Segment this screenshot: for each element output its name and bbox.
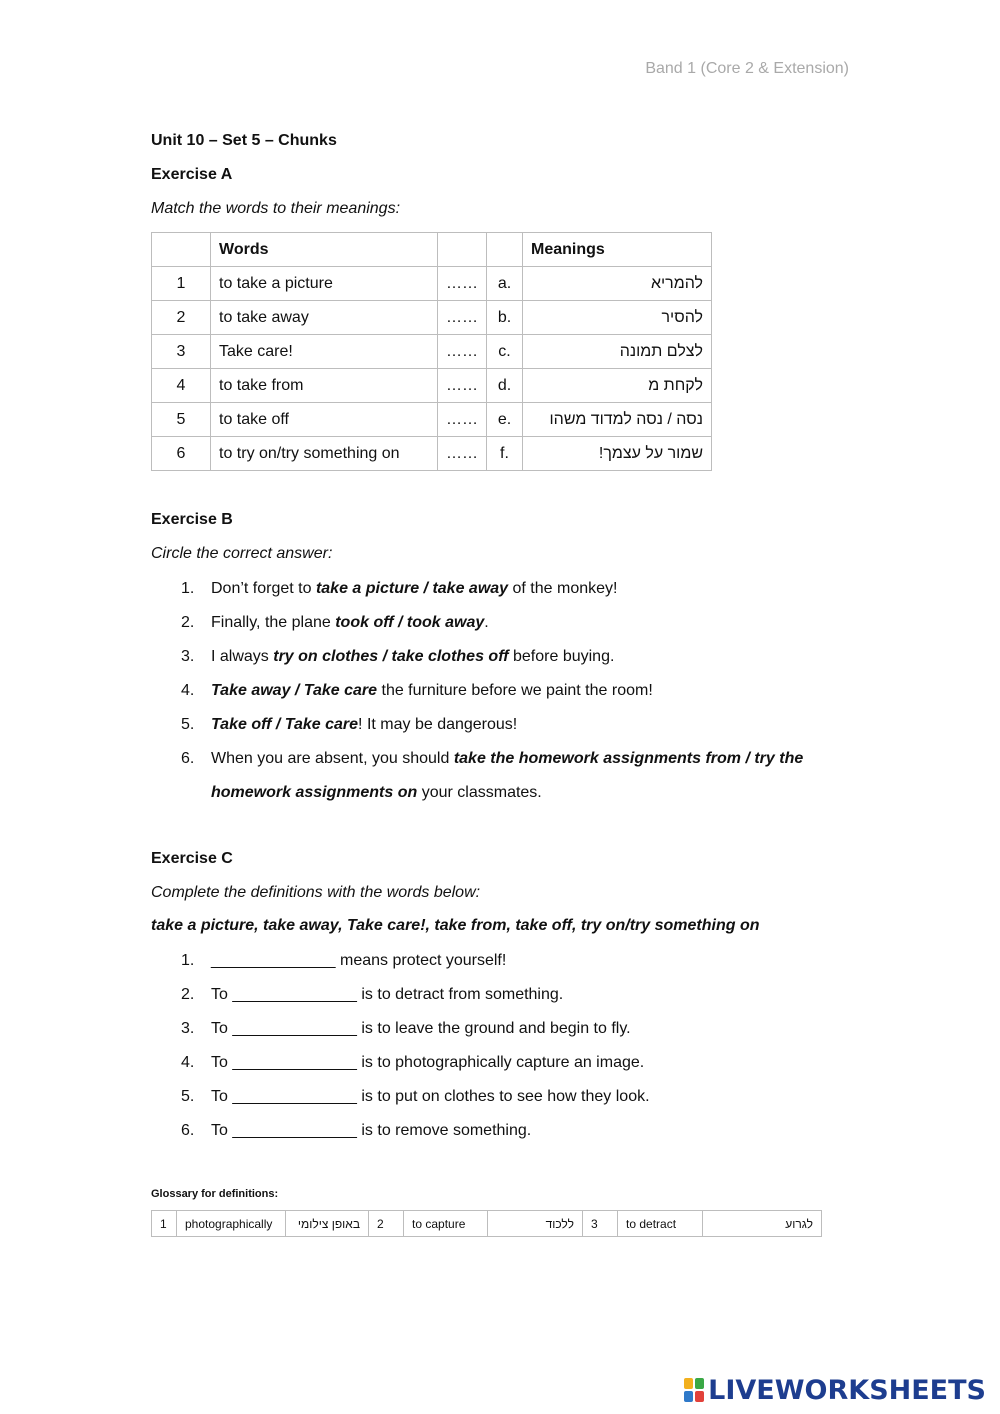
answer-choice[interactable]: take the homework assignments from / try the homework assignments on bbox=[211, 750, 804, 801]
item-post: before buying. bbox=[508, 648, 615, 665]
item-pre: When you are absent, you should bbox=[211, 750, 454, 767]
item-number: 5. bbox=[181, 1088, 195, 1105]
row-word: to take off bbox=[211, 403, 438, 437]
item-pre: Don’t forget to bbox=[211, 580, 316, 597]
item-text bbox=[211, 572, 617, 606]
item-pre: I always bbox=[211, 648, 274, 665]
item-post: ! It may be dangerous! bbox=[358, 716, 518, 733]
row-meaning: לצלם תמונה bbox=[523, 335, 712, 369]
glossary-hebrew: לגרוע bbox=[703, 1211, 822, 1237]
logo-square-icon bbox=[695, 1378, 704, 1389]
row-word: to try on/try something on bbox=[211, 437, 438, 471]
row-number: 6 bbox=[152, 437, 211, 471]
item-text bbox=[211, 606, 489, 640]
row-number: 5 bbox=[152, 403, 211, 437]
row-number: 4 bbox=[152, 369, 211, 403]
row-number: 2 bbox=[152, 301, 211, 335]
glossary-table bbox=[151, 1210, 822, 1237]
definition-text[interactable]: To ______________ is to remove something. bbox=[211, 1122, 532, 1139]
header-words: Words bbox=[211, 233, 438, 267]
logo-square-icon bbox=[684, 1391, 693, 1402]
table-row bbox=[152, 403, 712, 437]
exercise-a-instruction: Match the words to their meanings: bbox=[151, 200, 401, 217]
item-post: of the monkey! bbox=[508, 580, 618, 597]
row-letter: b. bbox=[487, 301, 523, 335]
item-post: the furniture before we paint the room! bbox=[377, 682, 653, 699]
exercise-c-instruction: Complete the definitions with the words below: bbox=[151, 884, 481, 901]
glossary-heading: Glossary for definitions: bbox=[151, 1188, 279, 1200]
answer-blank[interactable]: …… bbox=[438, 267, 487, 301]
item-text bbox=[211, 742, 841, 810]
item-number: 3. bbox=[181, 648, 195, 665]
definition-text[interactable]: To ______________ is to put on clothes to see how they look. bbox=[211, 1088, 650, 1105]
item-pre: Finally, the plane bbox=[211, 614, 336, 631]
table-row bbox=[152, 267, 712, 301]
item-text bbox=[211, 708, 517, 742]
liveworksheets-logo bbox=[684, 1376, 986, 1404]
row-letter: c. bbox=[487, 335, 523, 369]
item-number: 1. bbox=[181, 952, 195, 969]
definition-text[interactable]: To ______________ is to leave the ground and begin to fly. bbox=[211, 1020, 631, 1037]
band-label: Band 1 (Core 2 & Extension) bbox=[645, 60, 849, 77]
exercise-b-instruction: Circle the correct answer: bbox=[151, 545, 333, 562]
item-number: 2. bbox=[181, 986, 195, 1003]
exercise-a-heading: Exercise A bbox=[151, 166, 233, 183]
row-meaning: נסה / נסה למדוד משהו bbox=[523, 403, 712, 437]
glossary-english: photographically bbox=[177, 1211, 286, 1237]
header-num-cell bbox=[152, 233, 211, 267]
exercise-b-heading: Exercise B bbox=[151, 511, 233, 528]
logo-square-icon bbox=[695, 1391, 704, 1402]
item-number: 4. bbox=[181, 1054, 195, 1071]
page-title: Unit 10 – Set 5 – Chunks bbox=[151, 132, 337, 149]
exercise-c-heading: Exercise C bbox=[151, 850, 233, 867]
header-letter-cell bbox=[487, 233, 523, 267]
glossary-hebrew: באופן צילומי bbox=[286, 1211, 369, 1237]
item-number: 6. bbox=[181, 750, 195, 767]
table-row bbox=[152, 301, 712, 335]
table-row bbox=[152, 369, 712, 403]
logo-square-icon bbox=[684, 1378, 693, 1389]
row-number: 3 bbox=[152, 335, 211, 369]
glossary-english: to detract bbox=[618, 1211, 703, 1237]
row-letter: e. bbox=[487, 403, 523, 437]
table-row bbox=[152, 437, 712, 471]
row-word: to take from bbox=[211, 369, 438, 403]
answer-blank[interactable]: …… bbox=[438, 335, 487, 369]
answer-blank[interactable]: …… bbox=[438, 369, 487, 403]
row-word: to take away bbox=[211, 301, 438, 335]
item-post: . bbox=[484, 614, 489, 631]
item-number: 5. bbox=[181, 716, 195, 733]
definition-text[interactable]: ______________ means protect yourself! bbox=[211, 952, 507, 969]
glossary-num: 1 bbox=[152, 1211, 177, 1237]
row-number: 1 bbox=[152, 267, 211, 301]
definition-text[interactable]: To ______________ is to detract from something. bbox=[211, 986, 564, 1003]
answer-blank[interactable]: …… bbox=[438, 403, 487, 437]
item-post: your classmates. bbox=[417, 784, 542, 801]
row-meaning: שמור על עצמך! bbox=[523, 437, 712, 471]
item-number: 4. bbox=[181, 682, 195, 699]
item-number: 3. bbox=[181, 1020, 195, 1037]
item-number: 6. bbox=[181, 1122, 195, 1139]
item-text bbox=[211, 640, 614, 674]
answer-choice[interactable]: take a picture / take away bbox=[315, 580, 509, 597]
row-letter: f. bbox=[487, 437, 523, 471]
answer-choice[interactable]: try on clothes / take clothes off bbox=[273, 648, 509, 665]
header-meanings: Meanings bbox=[523, 233, 712, 267]
answer-choice[interactable]: Take off / Take care bbox=[211, 716, 359, 733]
item-text bbox=[211, 674, 653, 708]
matching-table-header bbox=[152, 233, 712, 267]
header-dots-cell bbox=[438, 233, 487, 267]
row-meaning: להמריא bbox=[523, 267, 712, 301]
word-bank: take a picture, take away, Take care!, take from, take off, try on/try something on bbox=[151, 917, 760, 934]
row-letter: d. bbox=[487, 369, 523, 403]
item-number: 2. bbox=[181, 614, 195, 631]
answer-blank[interactable]: …… bbox=[438, 437, 487, 471]
answer-blank[interactable]: …… bbox=[438, 301, 487, 335]
row-letter: a. bbox=[487, 267, 523, 301]
table-row bbox=[152, 1211, 822, 1237]
item-number: 1. bbox=[181, 580, 195, 597]
logo-mark-icon bbox=[684, 1378, 704, 1402]
row-meaning: להסיר bbox=[523, 301, 712, 335]
row-word: to take a picture bbox=[211, 267, 438, 301]
table-row bbox=[152, 335, 712, 369]
definition-text[interactable]: To ______________ is to photographically capture an image. bbox=[211, 1054, 645, 1071]
logo-text: LIVEWORKSHEETS bbox=[708, 1374, 986, 1406]
row-meaning: לקחת מ bbox=[523, 369, 712, 403]
glossary-num: 2 bbox=[369, 1211, 404, 1237]
row-word: Take care! bbox=[211, 335, 438, 369]
answer-choice[interactable]: took off / took away bbox=[335, 614, 485, 631]
answer-choice[interactable]: Take away / Take care bbox=[211, 682, 378, 699]
matching-table bbox=[151, 232, 712, 471]
glossary-num: 3 bbox=[583, 1211, 618, 1237]
glossary-english: to capture bbox=[404, 1211, 488, 1237]
glossary-hebrew: ללכוד bbox=[488, 1211, 583, 1237]
